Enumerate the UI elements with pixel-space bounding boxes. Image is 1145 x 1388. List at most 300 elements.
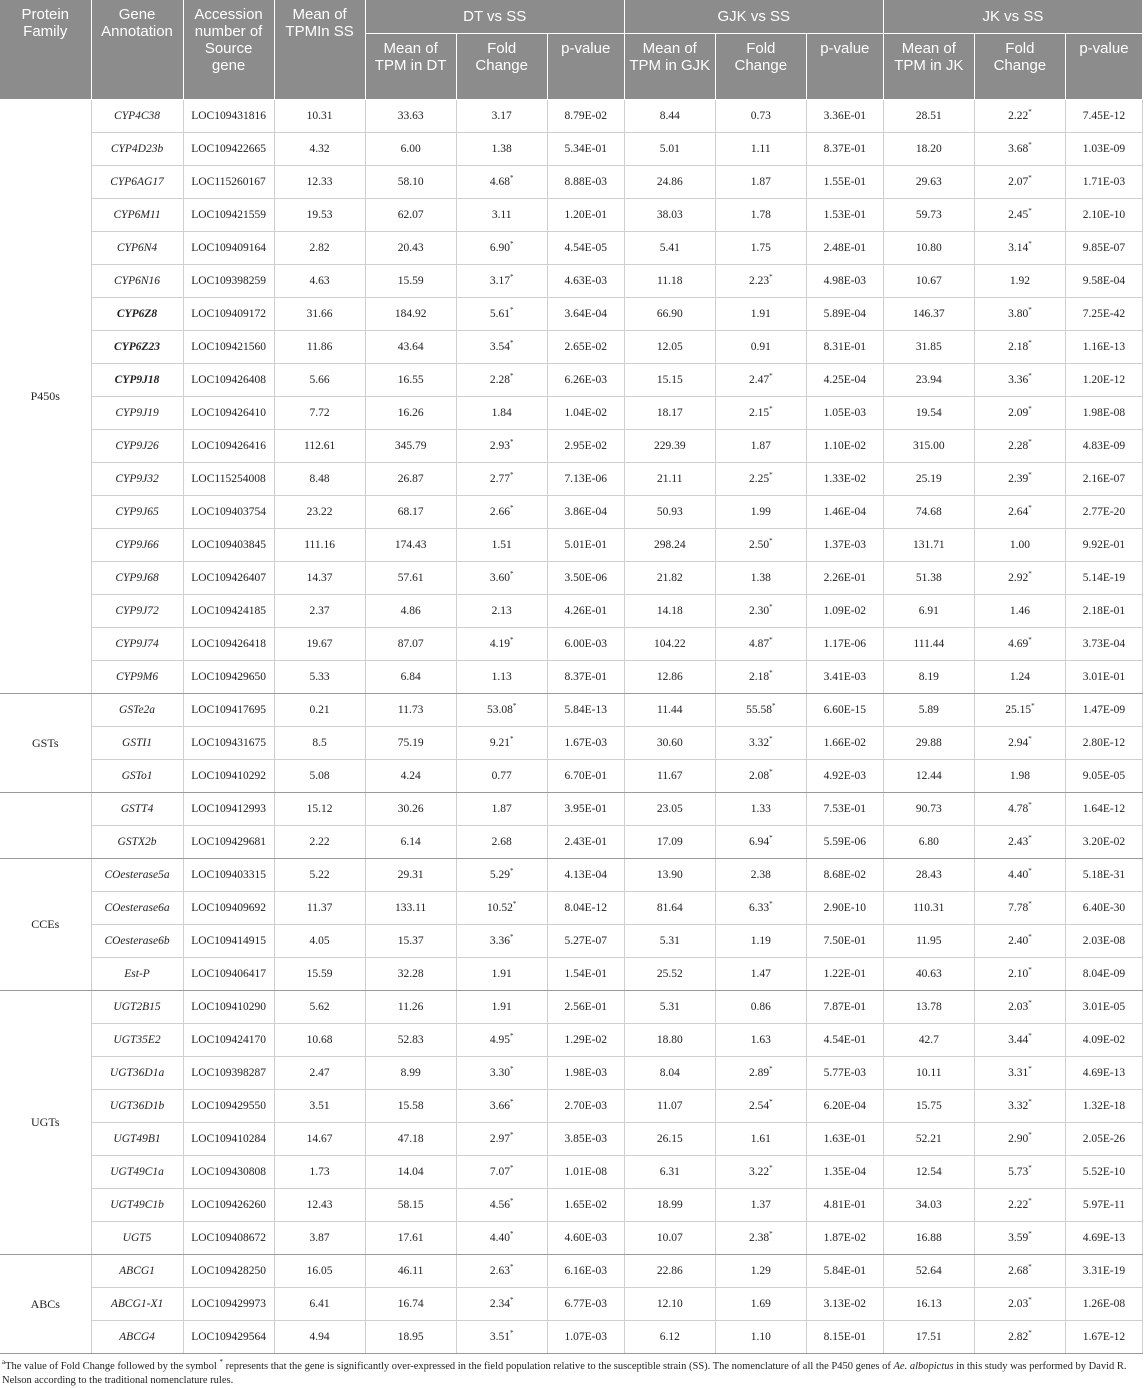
mean-dt-cell: 46.11 (365, 1255, 456, 1288)
mean-gjk-cell: 6.12 (624, 1321, 715, 1354)
p-value-jk-cell: 5.18E-31 (1065, 859, 1142, 892)
mean-gjk-cell: 81.64 (624, 892, 715, 925)
gene-annotation-cell: CYP6N16 (91, 265, 183, 298)
header-p-value-dt: p-value (547, 34, 624, 100)
gene-annotation-cell: CYP9J72 (91, 595, 183, 628)
mean-ss-cell: 6.41 (274, 1288, 365, 1321)
table-row (0, 1255, 1143, 1288)
table-footnote (0, 1354, 1144, 1388)
table-row (0, 958, 1143, 991)
fold-change-jk-cell (974, 892, 1065, 925)
significance-star: * (1028, 801, 1032, 809)
table-row (0, 892, 1143, 925)
fold-change-dt-cell (456, 727, 547, 760)
table-row (0, 463, 1143, 496)
table-row (0, 760, 1143, 793)
fold-change-value: 2.38 (750, 869, 771, 881)
p-value-gjk-cell: 4.54E-01 (806, 1024, 883, 1057)
gene-annotation-cell: CYP9J18 (91, 364, 183, 397)
significance-star: * (1028, 504, 1032, 512)
table-row (0, 397, 1143, 430)
fold-change-value: 1.29 (750, 1265, 771, 1277)
significance-star: * (769, 273, 773, 281)
fold-change-gjk-cell (715, 1255, 806, 1288)
fold-change-value: 2.10 (1008, 968, 1029, 980)
fold-change-value: 9.21 (489, 737, 510, 749)
mean-ss-cell: 15.59 (274, 958, 365, 991)
header-protein-family: Protein Family (0, 0, 91, 100)
gene-annotation-cell: GSTo1 (91, 760, 183, 793)
fold-change-value: 2.39 (1008, 473, 1029, 485)
fold-change-gjk-cell (715, 760, 806, 793)
fold-change-gjk-cell (715, 463, 806, 496)
gene-annotation-cell: GSTT4 (91, 793, 183, 826)
fold-change-jk-cell (974, 1321, 1065, 1354)
accession-cell: LOC109426408 (183, 364, 274, 397)
mean-dt-cell: 16.74 (365, 1288, 456, 1321)
significance-star: * (1028, 141, 1032, 149)
significance-star: * (1028, 1263, 1032, 1271)
table-row (0, 1123, 1143, 1156)
fold-change-value: 1.78 (750, 209, 771, 221)
header-p-value-jk: p-value (1065, 34, 1142, 100)
header-mean-gjk: Mean of TPM in GJK (624, 34, 715, 100)
fold-change-value: 2.30 (748, 605, 770, 617)
fold-change-jk-cell (974, 1222, 1065, 1255)
p-value-dt-cell: 4.13E-04 (547, 859, 624, 892)
significance-star: * (1028, 1164, 1032, 1172)
p-value-gjk-cell: 7.87E-01 (806, 991, 883, 1024)
mean-jk-cell: 59.73 (883, 199, 974, 232)
gene-annotation-cell: CYP6N4 (91, 232, 183, 265)
gene-annotation-cell: CYP9J74 (91, 628, 183, 661)
accession-cell: LOC109429550 (183, 1090, 274, 1123)
mean-jk-cell: 10.67 (883, 265, 974, 298)
fold-change-value: 1.87 (750, 176, 771, 188)
mean-dt-cell: 8.99 (365, 1057, 456, 1090)
p-value-gjk-cell: 7.53E-01 (806, 793, 883, 826)
header-dt-vs-ss: DT vs SS (365, 0, 624, 34)
p-value-gjk-cell: 1.35E-04 (806, 1156, 883, 1189)
mean-ss-cell: 1.73 (274, 1156, 365, 1189)
p-value-dt-cell: 1.01E-08 (547, 1156, 624, 1189)
accession-cell: LOC109429650 (183, 661, 274, 694)
significance-star: * (1028, 834, 1032, 842)
p-value-jk-cell: 1.98E-08 (1065, 397, 1142, 430)
significance-star: * (1028, 1065, 1032, 1073)
fold-change-value: 3.17 (491, 110, 512, 122)
significance-star: * (1031, 702, 1035, 710)
footnote-marker: a (2, 1358, 6, 1366)
table-row (0, 826, 1143, 859)
fold-change-value: 3.36 (489, 935, 510, 947)
fold-change-value: 1.47 (750, 968, 771, 980)
p-value-gjk-cell: 6.60E-15 (806, 694, 883, 727)
table-row (0, 265, 1143, 298)
mean-gjk-cell: 26.15 (624, 1123, 715, 1156)
significance-star: * (1028, 207, 1032, 215)
fold-change-value: 1.75 (750, 242, 771, 254)
p-value-gjk-cell: 1.33E-02 (806, 463, 883, 496)
significance-star: * (509, 438, 514, 446)
fold-change-jk-cell (974, 133, 1065, 166)
significance-star: * (769, 900, 773, 908)
fold-change-jk-cell (974, 463, 1065, 496)
mean-ss-cell: 11.37 (274, 892, 365, 925)
mean-ss-cell: 111.16 (274, 529, 365, 562)
fold-change-value: 1.87 (491, 803, 512, 815)
fold-change-dt-cell (456, 496, 547, 529)
fold-change-jk-cell (974, 265, 1065, 298)
fold-change-dt-cell (456, 430, 547, 463)
accession-cell: LOC109412993 (183, 793, 274, 826)
significance-star: * (769, 603, 773, 611)
mean-gjk-cell: 15.15 (624, 364, 715, 397)
footnote-text-before: The value of Fold Change followed by the symbol (5, 1361, 220, 1372)
p-value-jk-cell: 3.01E-01 (1065, 661, 1142, 694)
mean-ss-cell: 2.22 (274, 826, 365, 859)
header-gene-annotation: Gene Annotation (91, 0, 183, 100)
fold-change-gjk-cell (715, 958, 806, 991)
mean-gjk-cell: 21.82 (624, 562, 715, 595)
table-row (0, 331, 1143, 364)
fold-change-value: 4.40 (1008, 869, 1029, 881)
fold-change-value: 2.15 (748, 407, 770, 419)
table-body (0, 100, 1143, 1354)
p-value-jk-cell: 1.67E-12 (1065, 1321, 1142, 1354)
p-value-dt-cell: 1.20E-01 (547, 199, 624, 232)
fold-change-value: 6.90 (489, 242, 510, 254)
fold-change-jk-cell (974, 727, 1065, 760)
p-value-gjk-cell: 1.17E-06 (806, 628, 883, 661)
gene-annotation-cell: UGT36D1a (91, 1057, 183, 1090)
gene-annotation-cell: CYP9J65 (91, 496, 183, 529)
p-value-gjk-cell: 1.46E-04 (806, 496, 883, 529)
p-value-gjk-cell: 1.55E-01 (806, 166, 883, 199)
mean-gjk-cell: 18.99 (624, 1189, 715, 1222)
mean-gjk-cell: 18.17 (624, 397, 715, 430)
fold-change-dt-cell (456, 1189, 547, 1222)
fold-change-jk-cell (974, 430, 1065, 463)
mean-jk-cell: 42.7 (883, 1024, 974, 1057)
mean-gjk-cell: 11.18 (624, 265, 715, 298)
gene-annotation-cell: UGT49B1 (91, 1123, 183, 1156)
mean-gjk-cell: 18.80 (624, 1024, 715, 1057)
mean-gjk-cell: 24.86 (624, 166, 715, 199)
table-row (0, 628, 1143, 661)
p-value-dt-cell: 1.07E-03 (547, 1321, 624, 1354)
fold-change-dt-cell (456, 1156, 547, 1189)
gene-annotation-cell: CYP6M11 (91, 199, 183, 232)
mean-jk-cell: 23.94 (883, 364, 974, 397)
fold-change-value: 2.23 (748, 275, 770, 287)
fold-change-value: 2.13 (491, 605, 512, 617)
significance-star: * (1028, 636, 1032, 644)
gene-annotation-cell: UGT49C1a (91, 1156, 183, 1189)
significance-star: * (1028, 1329, 1032, 1337)
significance-star: * (1028, 240, 1032, 248)
mean-dt-cell: 47.18 (365, 1123, 456, 1156)
fold-change-value: 3.11 (491, 209, 512, 221)
fold-change-dt-cell (456, 1288, 547, 1321)
mean-gjk-cell: 13.90 (624, 859, 715, 892)
fold-change-value: 2.03 (1008, 1298, 1029, 1310)
accession-cell: LOC109417695 (183, 694, 274, 727)
p-value-jk-cell: 2.80E-12 (1065, 727, 1142, 760)
fold-change-jk-cell (974, 298, 1065, 331)
table-row (0, 1090, 1143, 1123)
significance-star: * (509, 1263, 514, 1271)
mean-dt-cell: 18.95 (365, 1321, 456, 1354)
accession-cell: LOC109424170 (183, 1024, 274, 1057)
fold-change-value: 1.91 (491, 968, 512, 980)
fold-change-dt-cell (456, 364, 547, 397)
gene-annotation-cell: CYP9J26 (91, 430, 183, 463)
p-value-dt-cell: 6.16E-03 (547, 1255, 624, 1288)
table-row (0, 232, 1143, 265)
fold-change-value: 4.87 (748, 638, 770, 650)
p-value-dt-cell: 8.04E-12 (547, 892, 624, 925)
fold-change-value: 4.68 (489, 176, 510, 188)
fold-change-dt-cell (456, 298, 547, 331)
fold-change-dt-cell (456, 199, 547, 232)
significance-star: * (769, 768, 773, 776)
fold-change-value: 2.93 (489, 440, 510, 452)
p-value-dt-cell: 2.70E-03 (547, 1090, 624, 1123)
fold-change-value: 2.50 (748, 539, 770, 551)
fold-change-value: 4.78 (1008, 803, 1029, 815)
accession-cell: LOC115254008 (183, 463, 274, 496)
mean-gjk-cell: 12.05 (624, 331, 715, 364)
significance-star: * (1028, 999, 1032, 1007)
fold-change-gjk-cell (715, 1321, 806, 1354)
accession-cell: LOC109409172 (183, 298, 274, 331)
significance-star: * (1028, 735, 1032, 743)
fold-change-value: 2.63 (489, 1265, 510, 1277)
p-value-gjk-cell: 5.84E-01 (806, 1255, 883, 1288)
mean-dt-cell: 32.28 (365, 958, 456, 991)
table-row (0, 1024, 1143, 1057)
fold-change-value: 2.28 (489, 374, 510, 386)
significance-star: * (769, 372, 773, 380)
mean-ss-cell: 0.21 (274, 694, 365, 727)
protein-family-cell: CCEs (0, 859, 91, 991)
p-value-jk-cell: 5.97E-11 (1065, 1189, 1142, 1222)
fold-change-jk-cell (974, 166, 1065, 199)
gene-annotation-cell: UGT49C1b (91, 1189, 183, 1222)
mean-jk-cell: 12.44 (883, 760, 974, 793)
accession-cell: LOC109398287 (183, 1057, 274, 1090)
p-value-gjk-cell: 4.98E-03 (806, 265, 883, 298)
significance-star: * (509, 735, 514, 743)
p-value-gjk-cell: 4.81E-01 (806, 1189, 883, 1222)
significance-star: * (769, 1230, 773, 1238)
mean-jk-cell: 40.63 (883, 958, 974, 991)
mean-dt-cell: 133.11 (365, 892, 456, 925)
fold-change-jk-cell (974, 232, 1065, 265)
mean-gjk-cell: 229.39 (624, 430, 715, 463)
table-row (0, 100, 1143, 133)
fold-change-jk-cell (974, 958, 1065, 991)
p-value-gjk-cell: 4.92E-03 (806, 760, 883, 793)
fold-change-gjk-cell (715, 1288, 806, 1321)
accession-cell: LOC109426418 (183, 628, 274, 661)
significance-star: * (1028, 306, 1032, 314)
significance-star: * (512, 702, 517, 710)
mean-jk-cell: 5.89 (883, 694, 974, 727)
mean-ss-cell: 14.37 (274, 562, 365, 595)
p-value-dt-cell: 3.86E-04 (547, 496, 624, 529)
gene-annotation-cell: CYP6AG17 (91, 166, 183, 199)
mean-dt-cell: 16.26 (365, 397, 456, 430)
fold-change-dt-cell (456, 331, 547, 364)
mean-jk-cell: 10.11 (883, 1057, 974, 1090)
accession-cell: LOC109406417 (183, 958, 274, 991)
header-accession: Accession number of Source gene (183, 0, 274, 100)
fold-change-gjk-cell (715, 991, 806, 1024)
fold-change-jk-cell (974, 760, 1065, 793)
mean-dt-cell: 75.19 (365, 727, 456, 760)
table-row (0, 991, 1143, 1024)
fold-change-value: 1.84 (491, 407, 512, 419)
accession-cell: LOC109424185 (183, 595, 274, 628)
fold-change-value: 0.86 (750, 1001, 771, 1013)
p-value-dt-cell: 1.29E-02 (547, 1024, 624, 1057)
p-value-jk-cell: 9.58E-04 (1065, 265, 1142, 298)
fold-change-gjk-cell (715, 133, 806, 166)
mean-gjk-cell: 22.86 (624, 1255, 715, 1288)
mean-dt-cell: 29.31 (365, 859, 456, 892)
p-value-gjk-cell: 7.50E-01 (806, 925, 883, 958)
fold-change-value: 5.29 (489, 869, 510, 881)
gene-annotation-cell: UGT35E2 (91, 1024, 183, 1057)
fold-change-value: 2.09 (1008, 407, 1029, 419)
fold-change-jk-cell (974, 496, 1065, 529)
p-value-jk-cell: 8.04E-09 (1065, 958, 1142, 991)
gene-annotation-cell: CYP9J19 (91, 397, 183, 430)
footnote-star-symbol: * (219, 1358, 223, 1366)
fold-change-gjk-cell (715, 628, 806, 661)
fold-change-value: 1.46 (1009, 605, 1030, 617)
mean-ss-cell: 10.31 (274, 100, 365, 133)
p-value-gjk-cell: 5.89E-04 (806, 298, 883, 331)
header-mean-jk: Mean of TPM in JK (883, 34, 974, 100)
fold-change-dt-cell (456, 1024, 547, 1057)
fold-change-value: 3.31 (1008, 1067, 1029, 1079)
fold-change-value: 2.64 (1008, 506, 1029, 518)
mean-gjk-cell: 298.24 (624, 529, 715, 562)
fold-change-jk-cell (974, 529, 1065, 562)
fold-change-value: 3.22 (748, 1166, 770, 1178)
fold-change-value: 6.94 (748, 836, 770, 848)
p-value-gjk-cell: 1.66E-02 (806, 727, 883, 760)
table-row (0, 1222, 1143, 1255)
fold-change-value: 2.68 (1008, 1265, 1029, 1277)
significance-star: * (769, 537, 773, 545)
p-value-gjk-cell: 1.53E-01 (806, 199, 883, 232)
p-value-gjk-cell: 6.20E-04 (806, 1090, 883, 1123)
fold-change-jk-cell (974, 1189, 1065, 1222)
mean-gjk-cell: 17.09 (624, 826, 715, 859)
mean-jk-cell: 8.19 (883, 661, 974, 694)
p-value-jk-cell: 1.03E-09 (1065, 133, 1142, 166)
p-value-gjk-cell: 1.63E-01 (806, 1123, 883, 1156)
p-value-dt-cell: 1.54E-01 (547, 958, 624, 991)
mean-gjk-cell: 11.67 (624, 760, 715, 793)
mean-ss-cell: 3.51 (274, 1090, 365, 1123)
significance-star: * (1028, 471, 1032, 479)
significance-star: * (769, 735, 773, 743)
mean-jk-cell: 6.91 (883, 595, 974, 628)
gene-annotation-cell: CYP9J68 (91, 562, 183, 595)
fold-change-value: 2.89 (748, 1067, 770, 1079)
p-value-gjk-cell: 3.36E-01 (806, 100, 883, 133)
fold-change-value: 1.11 (750, 143, 771, 155)
fold-change-value: 3.30 (489, 1067, 510, 1079)
significance-star: * (769, 669, 773, 677)
mean-ss-cell: 12.43 (274, 1189, 365, 1222)
table-row (0, 694, 1143, 727)
fold-change-value: 7.07 (489, 1166, 510, 1178)
header-p-value-gjk: p-value (806, 34, 883, 100)
mean-dt-cell: 4.86 (365, 595, 456, 628)
gene-annotation-cell: CYP9M6 (91, 661, 183, 694)
fold-change-value: 2.68 (491, 836, 512, 848)
accession-cell: LOC109398259 (183, 265, 274, 298)
p-value-dt-cell: 3.95E-01 (547, 793, 624, 826)
fold-change-value: 1.69 (750, 1298, 771, 1310)
fold-change-jk-cell (974, 793, 1065, 826)
fold-change-gjk-cell (715, 199, 806, 232)
table-row (0, 859, 1143, 892)
fold-change-gjk-cell (715, 694, 806, 727)
fold-change-jk-cell (974, 925, 1065, 958)
fold-change-value: 4.69 (1008, 638, 1029, 650)
fold-change-dt-cell (456, 826, 547, 859)
footnote-species: Ae. albopictus (893, 1361, 954, 1372)
fold-change-jk-cell (974, 100, 1065, 133)
mean-ss-cell: 7.72 (274, 397, 365, 430)
mean-jk-cell: 12.54 (883, 1156, 974, 1189)
mean-dt-cell: 62.07 (365, 199, 456, 232)
significance-star: * (1028, 966, 1032, 974)
p-value-jk-cell: 3.20E-02 (1065, 826, 1142, 859)
significance-star: * (769, 1098, 773, 1106)
mean-ss-cell: 4.32 (274, 133, 365, 166)
mean-ss-cell: 5.62 (274, 991, 365, 1024)
mean-ss-cell: 2.37 (274, 595, 365, 628)
p-value-dt-cell: 7.13E-06 (547, 463, 624, 496)
mean-dt-cell: 33.63 (365, 100, 456, 133)
header-fold-change-gjk: Fold Change (715, 34, 806, 100)
significance-star: * (509, 174, 514, 182)
fold-change-dt-cell (456, 232, 547, 265)
fold-change-jk-cell (974, 1123, 1065, 1156)
mean-dt-cell: 184.92 (365, 298, 456, 331)
fold-change-value: 10.52 (486, 902, 513, 914)
fold-change-value: 3.44 (1008, 1034, 1029, 1046)
fold-change-value: 2.28 (1008, 440, 1029, 452)
fold-change-gjk-cell (715, 430, 806, 463)
significance-star: * (1028, 933, 1032, 941)
p-value-jk-cell: 1.16E-13 (1065, 331, 1142, 364)
mean-dt-cell: 87.07 (365, 628, 456, 661)
fold-change-value: 1.38 (491, 143, 512, 155)
fold-change-value: 1.92 (1009, 275, 1030, 287)
mean-dt-cell: 345.79 (365, 430, 456, 463)
mean-gjk-cell: 14.18 (624, 595, 715, 628)
fold-change-jk-cell (974, 397, 1065, 430)
